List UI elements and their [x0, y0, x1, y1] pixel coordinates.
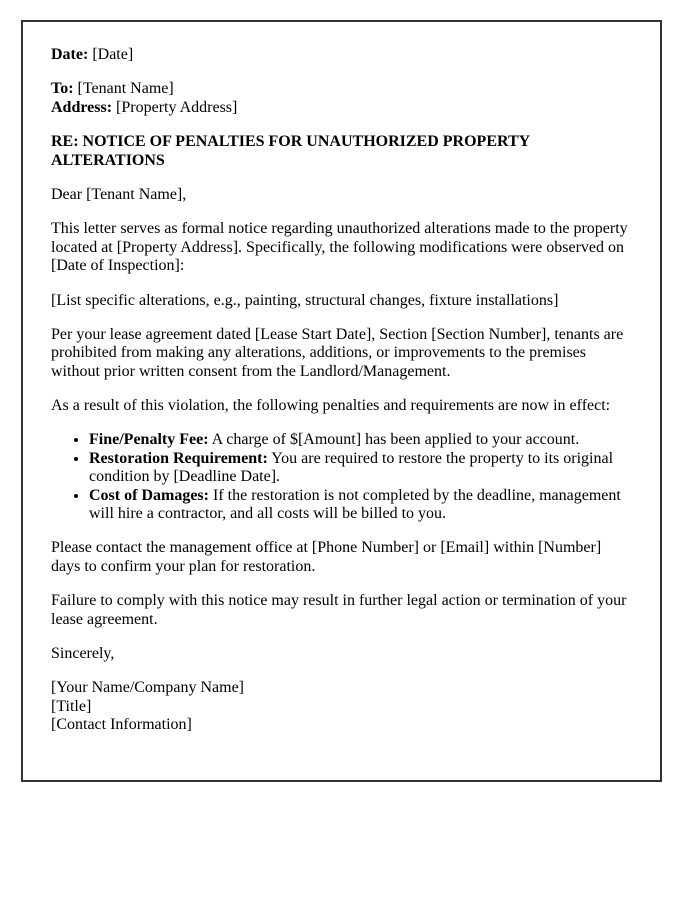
date-value: [Date] [88, 46, 134, 63]
lease-clause-paragraph: Per your lease agreement dated [Lease Start Date], Section [Section Number], tenants are prohibited from making any alterations, additions, or improvements to the premises without prior written consent from the Landlord/Management. [51, 325, 624, 380]
penalty-item-damages [89, 487, 632, 524]
subject-line: RE: NOTICE OF PENALTIES FOR UNAUTHORIZED PROPERTY ALTERATIONS [51, 133, 530, 169]
contact-paragraph: Please contact the management office at [Phone Number] or [Email] within [Number] days to confirm your plan for restoration. [51, 539, 602, 575]
signature-title: [Title] [51, 697, 92, 715]
penalty-label: Fine/Penalty Fee: [89, 431, 209, 449]
signature-contact: [Contact Information] [51, 716, 192, 734]
penalty-text: A charge of $[Amount] has been applied to your account. [208, 431, 580, 449]
date-label: Date: [51, 46, 89, 63]
date-line [51, 46, 632, 64]
penalty-label: Restoration Requirement: [89, 449, 268, 467]
penalty-item-restoration [89, 450, 632, 487]
warning-paragraph: Failure to comply with this notice may result in further legal action or termination of your lease agreement. [51, 592, 627, 628]
to-label: To: [51, 80, 74, 98]
alterations-placeholder: [List specific alterations, e.g., painting, structural changes, fixture installations] [51, 291, 559, 309]
closing: Sincerely, [51, 644, 115, 662]
penalty-item-fine [89, 431, 632, 449]
recipient-block [51, 80, 632, 117]
to-value: [Tenant Name] [73, 80, 174, 98]
penalty-label: Cost of Damages: [89, 486, 209, 504]
letter-border-frame [21, 20, 662, 782]
signature-name: [Your Name/Company Name] [51, 679, 245, 697]
penalty-text: You are required to restore the property to its original condition by [Deadline Date]. [89, 449, 614, 486]
salutation: Dear [Tenant Name], [51, 185, 187, 203]
address-value: [Property Address] [112, 98, 238, 116]
address-label: Address: [51, 98, 113, 116]
intro-paragraph: This letter serves as formal notice regarding unauthorized alterations made to the property located at [Property Address]. Specifically, the following modifications were observed on [Date of Inspection]: [51, 220, 628, 275]
signature-block [51, 679, 632, 734]
penalty-text: If the restoration is not completed by the deadline, management will hire a contractor, and all costs will be billed to you. [89, 486, 621, 523]
penalties-list [51, 431, 632, 523]
penalties-intro: As a result of this violation, the following penalties and requirements are now in effect: [51, 397, 611, 415]
